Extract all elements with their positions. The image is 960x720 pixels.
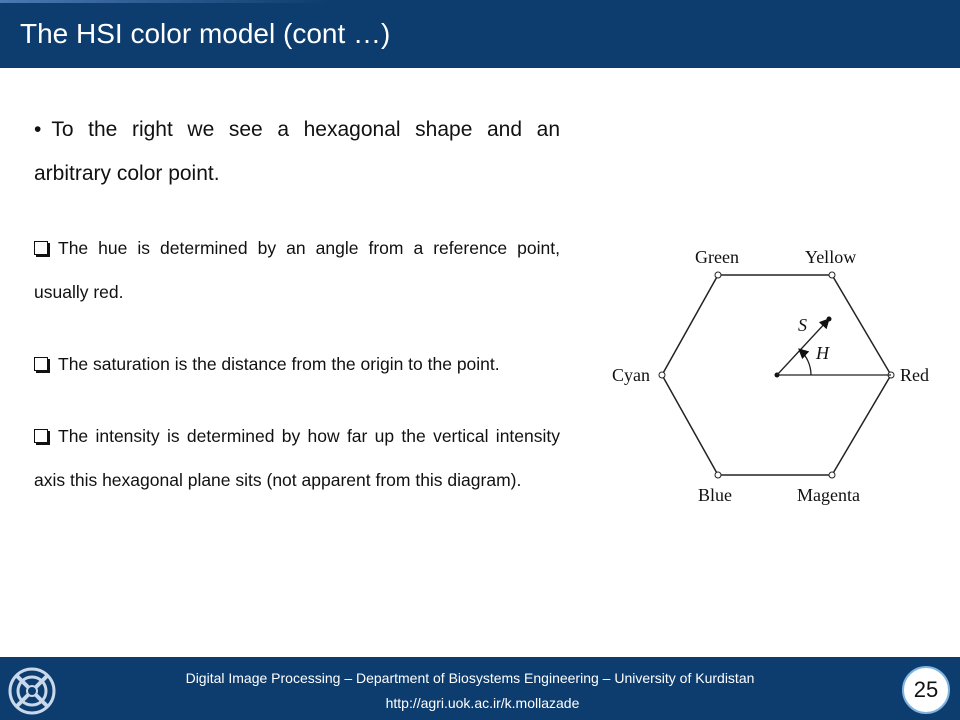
footer-course-info: Digital Image Processing – Department of Biosystems Engineering – University of Kurdistan [185, 670, 755, 686]
checkbox-bullet-icon [34, 429, 48, 443]
hue-point [34, 226, 560, 314]
saturation-point [34, 342, 560, 386]
intensity-point [34, 414, 560, 502]
magenta-vertex [829, 472, 835, 478]
hue-label: H [816, 343, 829, 363]
header-accent-bar [0, 0, 330, 3]
blue-label: Blue [698, 485, 732, 505]
slide-body [34, 108, 560, 530]
slide-title: The HSI color model (cont …) [20, 18, 391, 49]
blue-vertex [715, 472, 721, 478]
red-label: Red [900, 365, 929, 385]
green-label: Green [695, 247, 739, 267]
hsi-hexagon-diagram [600, 232, 950, 512]
checkbox-bullet-icon [34, 357, 48, 371]
intro-text: To the right we see a hexagonal shape and an arbitrary color point. [34, 118, 560, 185]
bullet-dot: • [34, 118, 42, 141]
hue-angle-arc [800, 350, 811, 375]
checkbox-bullet-icon [34, 241, 48, 255]
cyan-vertex [659, 372, 665, 378]
saturation-label: S [798, 315, 807, 335]
magenta-label: Magenta [797, 485, 860, 505]
saturation-text: The saturation is the distance from the origin to the point. [58, 354, 500, 374]
footer-url: http://agri.uok.ac.ir/k.mollazade [385, 695, 580, 711]
page-number-badge: 25 [902, 666, 950, 714]
slide-header [0, 0, 960, 68]
hue-text: The hue is determined by an angle from a reference point, usually red. [34, 238, 560, 302]
intro-bullet [34, 108, 560, 196]
color-point [827, 317, 832, 322]
cyan-label: Cyan [612, 365, 650, 385]
green-vertex [715, 272, 721, 278]
intensity-text: The intensity is determined by how far up the vertical intensity axis this hexagonal plane sits (not apparent from this diagram). [34, 426, 560, 490]
yellow-label: Yellow [805, 247, 857, 267]
yellow-vertex [829, 272, 835, 278]
slide-footer [0, 657, 960, 720]
